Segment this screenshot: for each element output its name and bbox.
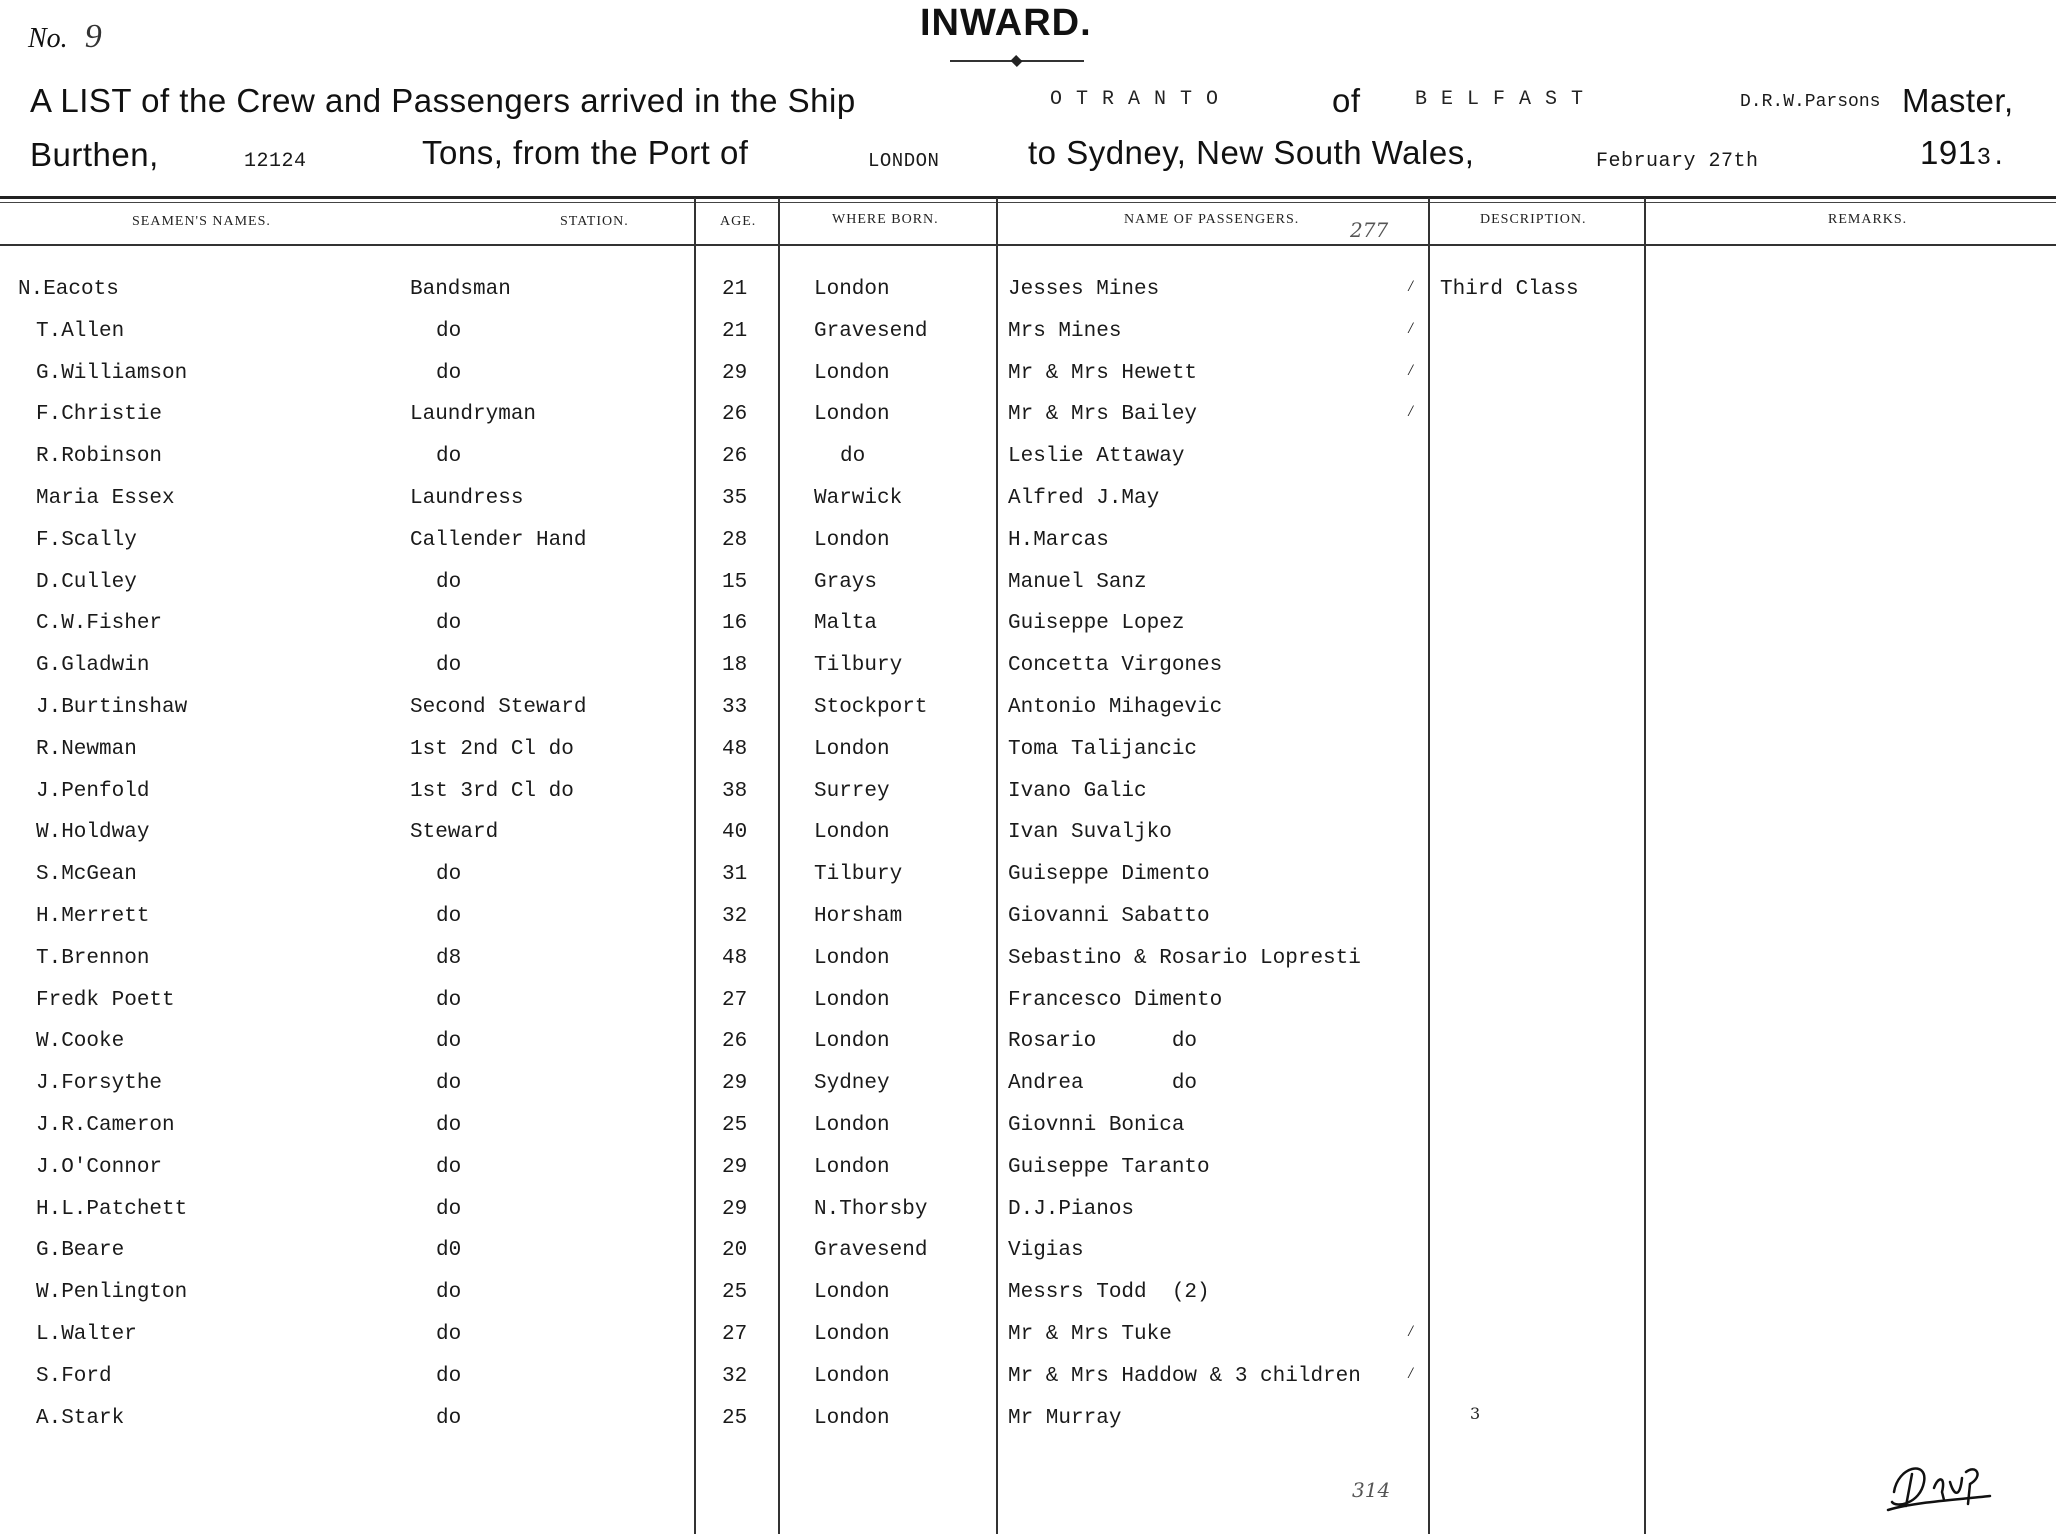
form-number-value: 9 [84, 18, 102, 55]
station: do [436, 905, 462, 928]
age: 33 [722, 696, 748, 719]
form-number-label: No. [28, 23, 68, 54]
seaman-name: J.Penfold [36, 779, 150, 803]
age: 16 [722, 612, 748, 636]
age: 25 [722, 1406, 748, 1430]
station: do [436, 319, 462, 343]
birthplace: London [814, 361, 890, 385]
port-of-registry: BELFAST [1415, 88, 1598, 111]
passenger-name: H.Marcas [1008, 528, 1109, 552]
table-row [0, 821, 2056, 861]
seaman-name: C.W.Fisher [36, 612, 163, 636]
col-header-station: STATION. [560, 214, 629, 229]
passenger-name: Ivano Galic [1008, 779, 1147, 803]
table-row [0, 780, 2056, 820]
passenger-name: Ivan Suvaljko [1008, 821, 1172, 845]
seaman-name: J.Burtinshaw [36, 696, 188, 719]
table-top-rule-thin [0, 202, 2056, 203]
birthplace: London [814, 1406, 890, 1430]
passenger-name: Toma Talijancic [1008, 737, 1198, 761]
birthplace: London [814, 1030, 890, 1054]
age: 20 [722, 1239, 748, 1263]
seaman-name: J.R.Cameron [36, 1114, 175, 1137]
description: Third Class [1440, 278, 1579, 301]
birthplace: London [814, 528, 890, 552]
age: 38 [722, 779, 748, 803]
passenger-name: Guiseppe Lopez [1008, 612, 1185, 636]
passenger-name: Jesses Mines [1008, 278, 1160, 301]
passenger-name: Francesco Dimento [1008, 988, 1223, 1012]
note-3: 3 [1470, 1404, 1481, 1423]
signature [1884, 1452, 1994, 1521]
age: 27 [722, 988, 748, 1012]
age: 26 [722, 403, 748, 427]
table-row [0, 278, 2056, 318]
birthplace: Sydney [814, 1072, 890, 1096]
birthplace: Tilbury [814, 863, 903, 887]
age: 25 [722, 1281, 748, 1305]
age: 15 [722, 570, 748, 594]
station: do [436, 1406, 462, 1430]
station: Steward [410, 821, 499, 845]
title-ornament-dot [1010, 55, 1022, 67]
birthplace: N.Thorsby [814, 1197, 928, 1221]
seaman-name: R.Robinson [36, 445, 163, 469]
station: do [436, 445, 462, 469]
tons-value: 12124 [244, 150, 307, 173]
year-prefix: 191 [1920, 134, 1977, 171]
seaman-name: W.Penlington [36, 1281, 188, 1305]
table-row [0, 487, 2056, 527]
table-row [0, 529, 2056, 569]
age: 21 [722, 278, 748, 301]
age: 29 [722, 361, 748, 385]
station: d0 [436, 1239, 462, 1263]
table-row [0, 571, 2056, 611]
arrival-date: February 27th [1596, 150, 1759, 173]
station: do [436, 1364, 462, 1388]
of-label: of [1332, 82, 1361, 119]
passenger-name: Antonio Mihagevic [1008, 696, 1223, 719]
birthplace: London [814, 403, 890, 427]
station: do [436, 1323, 462, 1346]
tick-mark-icon: ⁄ [1406, 1323, 1416, 1341]
seaman-name: J.Forsythe [36, 1072, 163, 1096]
passenger-name: Messrs Todd (2) [1008, 1281, 1210, 1305]
table-row [0, 612, 2056, 652]
table-top-rule [0, 196, 2056, 199]
age: 40 [722, 821, 748, 845]
birthplace: Horsham [814, 905, 903, 928]
age: 18 [722, 654, 748, 678]
tons-label: Tons, from the Port of [422, 134, 749, 171]
from-port: LONDON [868, 150, 940, 172]
table-row [0, 1072, 2056, 1112]
table-row [0, 947, 2056, 987]
seaman-name: R.Newman [36, 737, 137, 761]
seaman-name: F.Christie [36, 403, 163, 427]
table-row [0, 1281, 2056, 1321]
passenger-name: Vigias [1008, 1239, 1084, 1263]
station: Laundryman [410, 403, 537, 427]
age: 35 [722, 487, 748, 510]
seaman-name: W.Holdway [36, 821, 150, 845]
station: do [436, 570, 462, 594]
table-row [0, 403, 2056, 443]
tick-mark-icon: ⁄ [1406, 278, 1416, 296]
station: do [436, 612, 462, 636]
birthplace: London [814, 821, 890, 845]
seaman-name: H.Merrett [36, 905, 150, 928]
passenger-name: Alfred J.May [1008, 487, 1160, 510]
passenger-name: D.J.Pianos [1008, 1197, 1135, 1221]
col-header-born: WHERE BORN. [832, 212, 939, 227]
tick-mark-icon: ⁄ [1406, 1364, 1416, 1383]
birthplace: London [814, 278, 890, 301]
station: 1st 2nd Cl do [410, 737, 574, 761]
birthplace: Tilbury [814, 654, 903, 678]
age: 26 [722, 445, 748, 469]
table-row [0, 696, 2056, 736]
seaman-name: W.Cooke [36, 1030, 125, 1054]
age: 32 [722, 905, 748, 928]
seaman-name: F.Scally [36, 528, 137, 552]
birthplace: London [814, 1323, 890, 1346]
age: 32 [722, 1364, 748, 1388]
birthplace: Stockport [814, 696, 928, 719]
table-row [0, 1365, 2056, 1405]
station: do [436, 1155, 462, 1179]
birthplace: do [840, 445, 866, 469]
seaman-name: T.Allen [36, 319, 125, 343]
form-number [28, 18, 102, 56]
seaman-name: S.McGean [36, 863, 137, 887]
seaman-name: Maria Essex [36, 487, 175, 510]
station: Bandsman [410, 278, 511, 301]
header-bottom-rule [0, 244, 2056, 246]
passenger-name: Mrs Mines [1008, 319, 1122, 343]
age: 29 [722, 1155, 748, 1179]
age: 29 [722, 1072, 748, 1096]
passenger-name: Leslie Attaway [1008, 445, 1185, 469]
seaman-name: D.Culley [36, 570, 137, 594]
table-row [0, 1407, 2056, 1447]
table-row [0, 1239, 2056, 1279]
station: do [436, 988, 462, 1012]
age: 25 [722, 1114, 748, 1137]
birthplace: Malta [814, 612, 878, 636]
passenger-name: Guiseppe Dimento [1008, 863, 1210, 887]
age: 26 [722, 1030, 748, 1054]
passenger-count-top: 277 [1350, 218, 1389, 242]
station: d8 [436, 946, 462, 970]
tick-mark-icon: ⁄ [1406, 319, 1416, 338]
tick-mark-icon: ⁄ [1406, 403, 1416, 422]
seaman-name: N.Eacots [18, 278, 119, 301]
passenger-name: Giovnni Bonica [1008, 1114, 1185, 1137]
seaman-name: G.Williamson [36, 361, 188, 385]
station: do [436, 1281, 462, 1305]
birthplace: London [814, 1364, 890, 1388]
table-row [0, 738, 2056, 778]
col-header-passengers: NAME OF PASSENGERS. [1124, 212, 1300, 227]
ship-name: OTRANTO [1050, 88, 1233, 111]
age: 28 [722, 528, 748, 552]
birthplace: Gravesend [814, 319, 928, 343]
birthplace: London [814, 737, 890, 761]
birthplace: London [814, 946, 890, 970]
passenger-name: Andrea do [1008, 1072, 1198, 1096]
table-row [0, 445, 2056, 485]
master-label: Master, [1902, 82, 2014, 119]
birthplace: Grays [814, 570, 878, 594]
birthplace: Warwick [814, 487, 903, 510]
passenger-name: Mr & Mrs Tuke [1008, 1323, 1172, 1346]
station: Laundress [410, 487, 524, 510]
tick-mark-icon: ⁄ [1406, 361, 1416, 380]
birthplace: London [814, 1155, 890, 1179]
age: 31 [722, 863, 748, 887]
table-row [0, 863, 2056, 903]
station: do [436, 863, 462, 887]
table-row [0, 320, 2056, 360]
passenger-name: Mr & Mrs Haddow & 3 children [1008, 1364, 1361, 1388]
passenger-name: Rosario do [1008, 1030, 1198, 1054]
passenger-name: Giovanni Sabatto [1008, 905, 1210, 928]
passenger-name: Concetta Virgones [1008, 654, 1223, 678]
station: do [436, 1114, 462, 1137]
col-header-remarks: REMARKS. [1828, 212, 1908, 227]
passenger-count-bottom: 314 [1352, 1478, 1391, 1502]
seaman-name: H.L.Patchett [36, 1197, 188, 1221]
passenger-name: Mr & Mrs Bailey [1008, 403, 1198, 427]
table-row [0, 1030, 2056, 1070]
seaman-name: J.O'Connor [36, 1155, 163, 1179]
station: do [436, 1030, 462, 1054]
station: do [436, 1197, 462, 1221]
seaman-name: A.Stark [36, 1406, 125, 1430]
station: do [436, 654, 462, 678]
col-header-age: AGE. [720, 214, 757, 229]
seaman-name: Fredk Poett [36, 988, 175, 1012]
station: Callender Hand [410, 528, 587, 552]
master-name: D.R.W.Parsons [1740, 92, 1881, 112]
table-row [0, 905, 2056, 945]
birthplace: London [814, 1281, 890, 1305]
birthplace: London [814, 1114, 890, 1137]
age: 29 [722, 1197, 748, 1221]
year [1920, 134, 2006, 172]
age: 21 [722, 319, 748, 343]
destination: to Sydney, New South Wales, [1028, 134, 1475, 171]
burthen-label: Burthen, [30, 136, 159, 173]
seaman-name: S.Ford [36, 1364, 112, 1388]
page-title: INWARD. [920, 2, 1092, 44]
passenger-name: Mr & Mrs Hewett [1008, 361, 1198, 385]
seaman-name: L.Walter [36, 1323, 137, 1346]
table-row [0, 1198, 2056, 1238]
station: 1st 3rd Cl do [410, 779, 574, 803]
age: 48 [722, 737, 748, 761]
station: Second Steward [410, 696, 587, 719]
line1-prefix: A LIST of the Crew and Passengers arrived in the Ship [30, 82, 856, 119]
birthplace: London [814, 988, 890, 1012]
seaman-name: G.Gladwin [36, 654, 150, 678]
table-row [0, 989, 2056, 1029]
col-header-description: DESCRIPTION. [1480, 212, 1587, 227]
seaman-name: T.Brennon [36, 946, 150, 970]
passenger-name: Sebastino & Rosario Lopresti [1008, 946, 1361, 970]
age: 48 [722, 946, 748, 970]
table-row [0, 654, 2056, 694]
col-header-seamen: SEAMEN'S NAMES. [132, 214, 271, 229]
station: do [436, 361, 462, 385]
table-row [0, 1156, 2056, 1196]
passenger-name: Mr Murray [1008, 1406, 1122, 1430]
table-row [0, 362, 2056, 402]
signature-mark [1884, 1452, 1994, 1516]
year-suffix: 3. [1976, 145, 2007, 172]
birthplace: Gravesend [814, 1239, 928, 1263]
table-row [0, 1114, 2056, 1154]
passenger-name: Guiseppe Taranto [1008, 1155, 1210, 1179]
age: 27 [722, 1323, 748, 1346]
birthplace: Surrey [814, 779, 890, 803]
table-row [0, 1323, 2056, 1363]
passenger-name: Manuel Sanz [1008, 570, 1147, 594]
seaman-name: G.Beare [36, 1239, 125, 1263]
station: do [436, 1072, 462, 1096]
